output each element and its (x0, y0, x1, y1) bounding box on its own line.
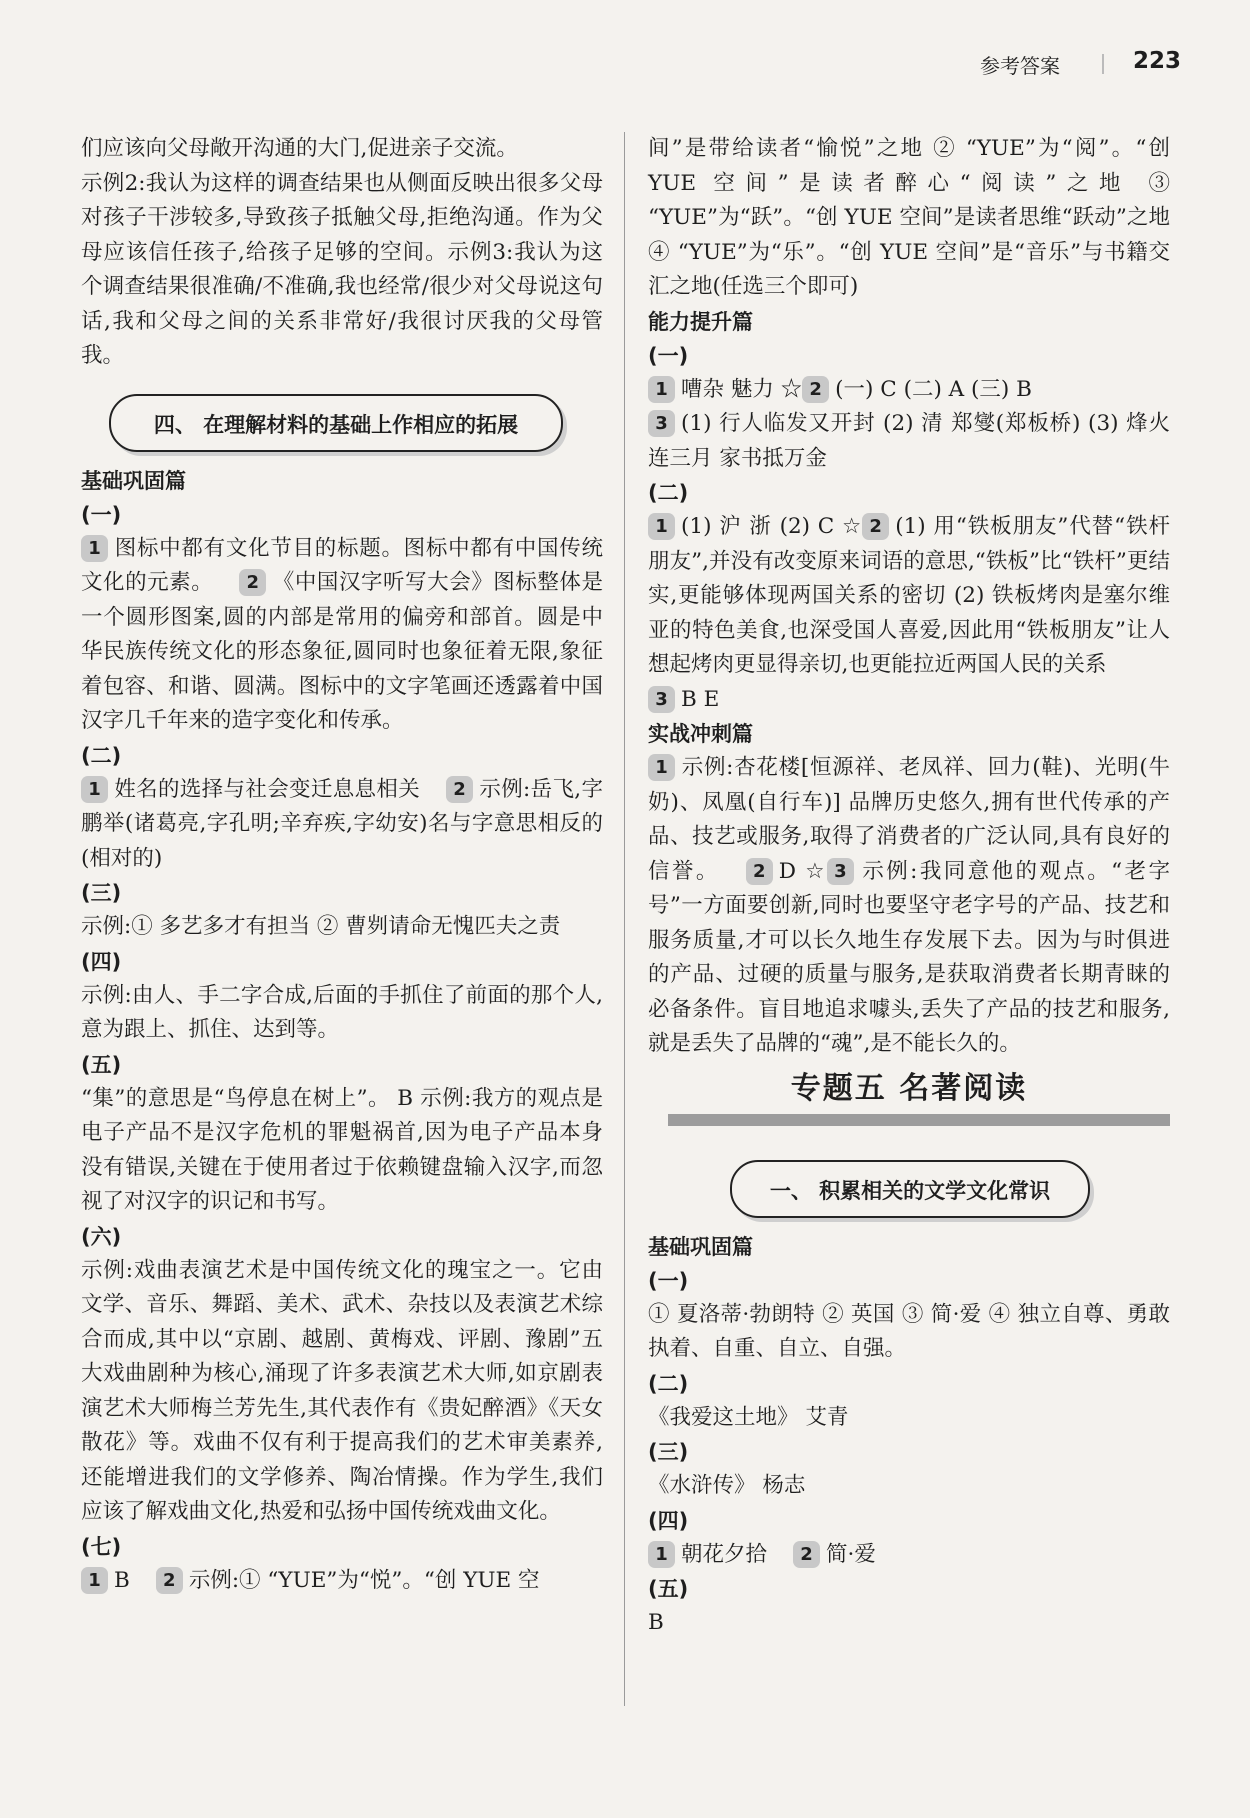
page-number: 223 (1133, 48, 1182, 74)
answer-text: (1) 用“铁板朋友”代替“铁杆朋友”,并没有改变原来词语的意思,“铁板”比“铁杆”更结实,更能够体现两国关系的密切 (2) 铁板烤肉是塞尔维亚的特色美食,也深受国人喜爱,因此用“铁板朋友”让人想起烤肉更显得亲切,也更能拉近两国人民的关系 (648, 514, 1171, 677)
ability-subheading-2: (二) (648, 481, 689, 505)
answer-text: (1) 沪 浙 (2) C ☆ (681, 514, 863, 539)
question-number: 3 (648, 410, 675, 437)
basic-subheading-5: (五) (648, 1577, 689, 1601)
basic-subheading-2: (二) (648, 1371, 689, 1396)
answer-text: B E (681, 686, 720, 712)
answer-2 (81, 773, 603, 877)
answer-4: 示例:由人、手二字合成,后面的手抓住了前面的那个人,意为跟上、抓住、达到等。 (81, 982, 603, 1042)
question-number: 2 (862, 513, 889, 540)
right-column (648, 132, 1170, 1641)
subheading-3: (三) (81, 881, 122, 905)
section-title-box (109, 394, 563, 452)
question-number: 1 (81, 1567, 108, 1594)
basic-subheading-3: (三) (648, 1440, 689, 1464)
topic-banner (648, 1072, 1170, 1142)
basic-answer-1: ① 夏洛蒂·勃朗特 ② 英国 ③ 简·爱 ④ 独立自尊、勇敢执着、自重、自立、自强。 (648, 1301, 1170, 1361)
question-number: 1 (81, 535, 108, 562)
subheading-5: (五) (81, 1052, 122, 1077)
answer-3: 示例:① 多艺多才有担当 ② 曹刿请命无愧匹夫之责 (81, 914, 561, 939)
basic-subheading-4: (四) (648, 1508, 689, 1533)
question-number: 2 (802, 376, 829, 403)
basic-subheading-1: (一) (648, 1268, 689, 1293)
answer-text: 示例:杏花楼[恒源祥、老凤祥、回力(鞋)、光明(牛奶)、凤凰(自行车)] 品牌历史悠久,拥有世代传承的产品、技艺或服务,取得了消费者的广泛认同,具有良好的信誉。 (648, 755, 1170, 884)
question-number: 2 (746, 858, 773, 885)
answer-text: 嘈杂 魅力 ☆ (681, 376, 803, 402)
answer-text: (一) C (二) A (三) B (835, 376, 1032, 402)
question-number: 1 (81, 776, 108, 803)
answer-text: 朝花夕拾 (681, 1541, 768, 1567)
subheading-4: (四) (81, 949, 122, 974)
ability-subheading-1: (一) (648, 343, 689, 368)
answer-text: 简·爱 (826, 1541, 876, 1567)
question-number: 3 (648, 686, 675, 713)
basic-answer-4 (648, 1538, 1170, 1573)
section-title-box (730, 1160, 1090, 1218)
answer-text: 示例:① “YUE”为“悦”。“创 YUE 空 (188, 1567, 540, 1593)
section-title: 一、 积累相关的文学文化常识 (769, 1178, 1051, 1203)
question-number: 2 (793, 1541, 820, 1568)
answer-text: 示例:我同意他的观点。“老字号”一方面要创新,同时也要坚守老字号的产品、技艺和服务质量,才可以长久地生存发展下去。因为与时俱进的产品、过硬的质量与服务,是获取消费者长期青睐的必备条件。盲目地追求噱头,丢失了产品的技艺和服务,就是丢失了品牌的“魂”,是不能长久的。 (648, 858, 1170, 1056)
ability-answer-2 (648, 510, 1170, 717)
question-number: 3 (827, 858, 854, 885)
answer-text: 姓名的选择与社会变迁息息相关 (114, 776, 421, 802)
subheading-6: (六) (81, 1224, 122, 1249)
answer-text: 示例:岳飞,字鹏举(诸葛亮,字孔明;辛弃疾,字幼安)名与字意思相反的(相对的) (81, 776, 603, 871)
basic-answer-5: B (648, 1610, 664, 1635)
left-column (81, 132, 603, 1598)
column-divider (624, 132, 625, 1706)
subheading-7: (七) (81, 1534, 122, 1559)
topic-bar (668, 1114, 1170, 1126)
intro-line: 们应该向父母敞开沟通的大门,促进亲子交流。 (81, 136, 518, 161)
answer-text: 《中国汉字听写大会》图标整体是一个圆形图案,圆的内部是常用的偏旁和部首。圆是中华民族传统文化的形态象征,圆同时也象征着无限,象征着包容、和谐、圆满。图标中的文字笔画还透露着中国汉字几千年来的造字变化和传承。 (81, 570, 603, 733)
question-number: 1 (648, 513, 675, 540)
answer-5: “集”的意思是“鸟停息在树上”。 B 示例:我方的观点是电子产品不是汉字危机的罪魁祸首,因为电子产品本身没有错误,关键在于使用者过于依赖键盘输入汉字,而忽视了对汉字的识记和书写。 (81, 1085, 603, 1214)
subheading-1: (一) (81, 502, 122, 527)
answer-text: (1) 行人临发又开封 (2) 清 郑燮(郑板桥) (3) 烽火连三月 家书抵万金 (648, 411, 1170, 471)
question-number: 1 (648, 754, 675, 781)
header-label: 参考答案 (980, 54, 1060, 78)
section-title: 四、 在理解材料的基础上作相应的拓展 (153, 412, 519, 437)
combat-heading: 实战冲刺篇 (648, 722, 753, 746)
header-separator (1102, 54, 1104, 74)
question-number: 2 (446, 776, 473, 803)
ability-heading: 能力提升篇 (648, 309, 753, 334)
continued-answer: 间”是带给读者“愉悦”之地 ② “YUE”为“阅”。“创 YUE 空间”是读者醉心“阅读”之地 ③ “YUE”为“跃”。“创 YUE 空间”是读者思维“跃动”之地 ④ “YUE”为“乐”。“创 YUE 空间”是“音乐”与书籍交汇之地(任选三个即可) (648, 136, 1170, 299)
answer-1 (81, 532, 603, 739)
topic-title: 专题五 名著阅读 (783, 1071, 1035, 1106)
basic-heading: 基础巩固篇 (648, 1234, 753, 1259)
basic-answer-3: 《水浒传》 杨志 (648, 1473, 806, 1498)
combat-answer (648, 751, 1170, 1062)
basic-answer-2: 《我爱这土地》 艾青 (648, 1404, 849, 1430)
ability-answer-1 (648, 373, 1170, 477)
question-number: 2 (156, 1567, 183, 1594)
answer-text: 图标中都有文化节目的标题。图标中都有中国传统文化的元素。 (81, 535, 603, 595)
intro-paragraph: 示例2:我认为这样的调查结果也从侧面反映出很多父母对孩子干涉较多,导致孩子抵触父母,拒绝沟通。作为父母应该信任孩子,给孩子足够的空间。示例3:我认为这个调查结果很准确/不准确,我也经常/很少对父母说这句话,我和父母之间的关系非常好/我很讨厌我的父母管我。 (81, 170, 603, 368)
answer-6: 示例:戏曲表演艺术是中国传统文化的瑰宝之一。它由文学、音乐、舞蹈、美术、武术、杂技以及表演艺术综合而成,其中以“京剧、越剧、黄梅戏、评剧、豫剧”五大戏曲剧种为核心,涌现了许多表演艺术大师,如京剧表演艺术大师梅兰芳先生,其代表作有《贵妃醉酒》《天女散花》等。戏曲不仅有利于提高我们的艺术审美素养,还能增进我们的文学修养、陶冶情操。作为学生,我们应该了解戏曲文化,热爱和弘扬中国传统戏曲文化。 (81, 1257, 603, 1524)
question-number: 1 (648, 1541, 675, 1568)
answer-text: B (114, 1567, 130, 1593)
question-number: 2 (239, 569, 266, 596)
question-number: 1 (648, 376, 675, 403)
answer-7 (81, 1564, 603, 1599)
answer-text: D ☆ (778, 858, 827, 884)
basic-heading: 基础巩固篇 (81, 468, 186, 493)
subheading-2: (二) (81, 743, 122, 768)
